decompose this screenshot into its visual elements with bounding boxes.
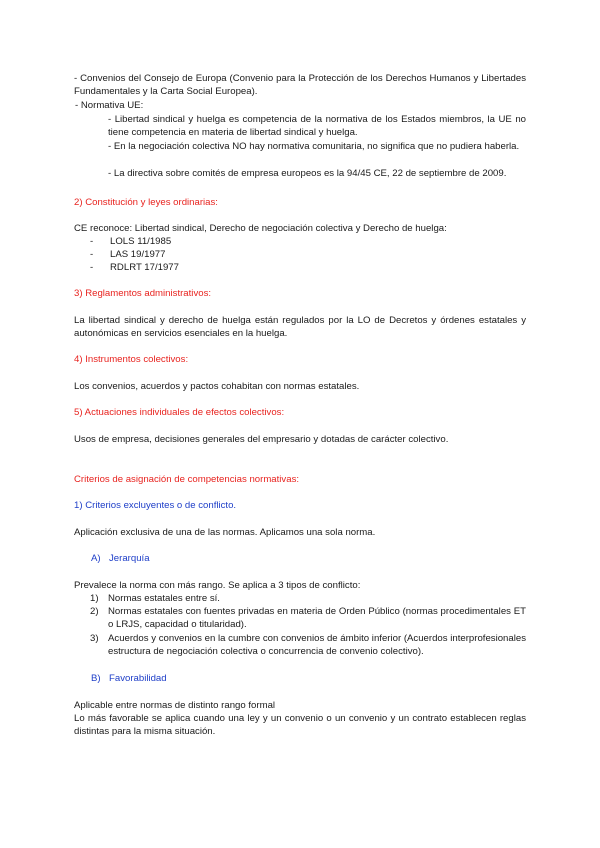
dash-marker: - — [90, 236, 94, 247]
favorabilidad-heading — [91, 672, 167, 685]
jerarquia-title: Jerarquía — [109, 553, 150, 564]
section4-heading: 4) Instrumentos colectivos: — [74, 354, 189, 365]
number-marker: 1) — [90, 593, 99, 604]
normativa-ue-item: - La directiva sobre comités de empresa europeos es la 94/45 CE, 22 de septiembre de 2009. — [108, 168, 507, 179]
section4-body: Los convenios, acuerdos y pactos cohabitan con normas estatales. — [74, 381, 360, 392]
list-item-text: Normas estatales entre sí. — [108, 593, 220, 604]
list-item-text: Normas estatales con fuentes privadas en materia de Orden Público (normas procedimentales ET o LRJS, capacidad o titularidad). — [108, 606, 526, 631]
favorabilidad-line2: Lo más favorable se aplica cuando una ley y un convenio o un convenio y un contrato establecen reglas distintas para la misma situación. — [74, 713, 526, 738]
list-item — [90, 632, 526, 658]
section5-body: Usos de empresa, decisiones generales del empresario y dotadas de carácter colectivo. — [74, 434, 449, 445]
list-item — [90, 235, 171, 248]
list-item — [90, 605, 526, 631]
letter-marker: B) — [91, 673, 101, 684]
criterios-sub1-heading: 1) Criterios excluyentes o de conflicto. — [74, 500, 237, 511]
favorabilidad-title: Favorabilidad — [109, 673, 167, 684]
list-item-text: Acuerdos y convenios en la cumbre con convenios de ámbito inferior (Acuerdos interprofesionales estructura de negociación colectiva o concurrencia de convenio colectivo). — [108, 633, 526, 658]
list-item — [90, 248, 165, 261]
normativa-ue-title: - Normativa UE: — [75, 100, 144, 111]
favorabilidad-line1: Aplicable entre normas de distinto rango formal — [74, 700, 276, 711]
letter-marker: A) — [91, 553, 101, 564]
normativa-ue-item: - En la negociación colectiva NO hay normativa comunitaria, no significa que no pudiera haberla. — [108, 141, 520, 152]
section3-body: La libertad sindical y derecho de huelga están regulados por la LO de Decretos y órdenes estatales y autonómicas en servicios esenciales en la huelga. — [74, 315, 526, 340]
jerarquia-heading — [91, 552, 150, 565]
jerarquia-intro: Prevalece la norma con más rango. Se aplica a 3 tipos de conflicto: — [74, 580, 361, 591]
list-item — [90, 261, 179, 274]
list-item-text: LOLS 11/1985 — [110, 236, 172, 247]
dash-marker: - — [90, 262, 94, 273]
section2-intro: CE reconoce: Libertad sindical, Derecho de negociación colectiva y Derecho de huelga: — [74, 223, 447, 234]
list-item-text: RDLRT 17/1977 — [110, 262, 179, 273]
list-item — [90, 592, 526, 605]
dash-marker: - — [90, 249, 94, 260]
number-marker: 2) — [90, 606, 99, 617]
criterios-heading: Criterios de asignación de competencias normativas: — [74, 474, 300, 485]
normativa-ue-item: - Libertad sindical y huelga es competencia de la normativa de los Estados miembros, la UE no tiene competencia en materia de libertad sindical y huelga. — [108, 114, 526, 139]
list-item-text: LAS 19/1977 — [110, 249, 166, 260]
convenios-paragraph: - Convenios del Consejo de Europa (Convenio para la Protección de los Derechos Humanos y Libertades Fundamentales y la Carta Social Europea). — [74, 73, 526, 98]
section2-heading: 2) Constitución y leyes ordinarias: — [74, 197, 218, 208]
criterios-sub1-body: Aplicación exclusiva de una de las normas. Aplicamos una sola norma. — [74, 527, 376, 538]
section5-heading: 5) Actuaciones individuales de efectos colectivos: — [74, 407, 285, 418]
number-marker: 3) — [90, 633, 99, 644]
section3-heading: 3) Reglamentos administrativos: — [74, 288, 212, 299]
